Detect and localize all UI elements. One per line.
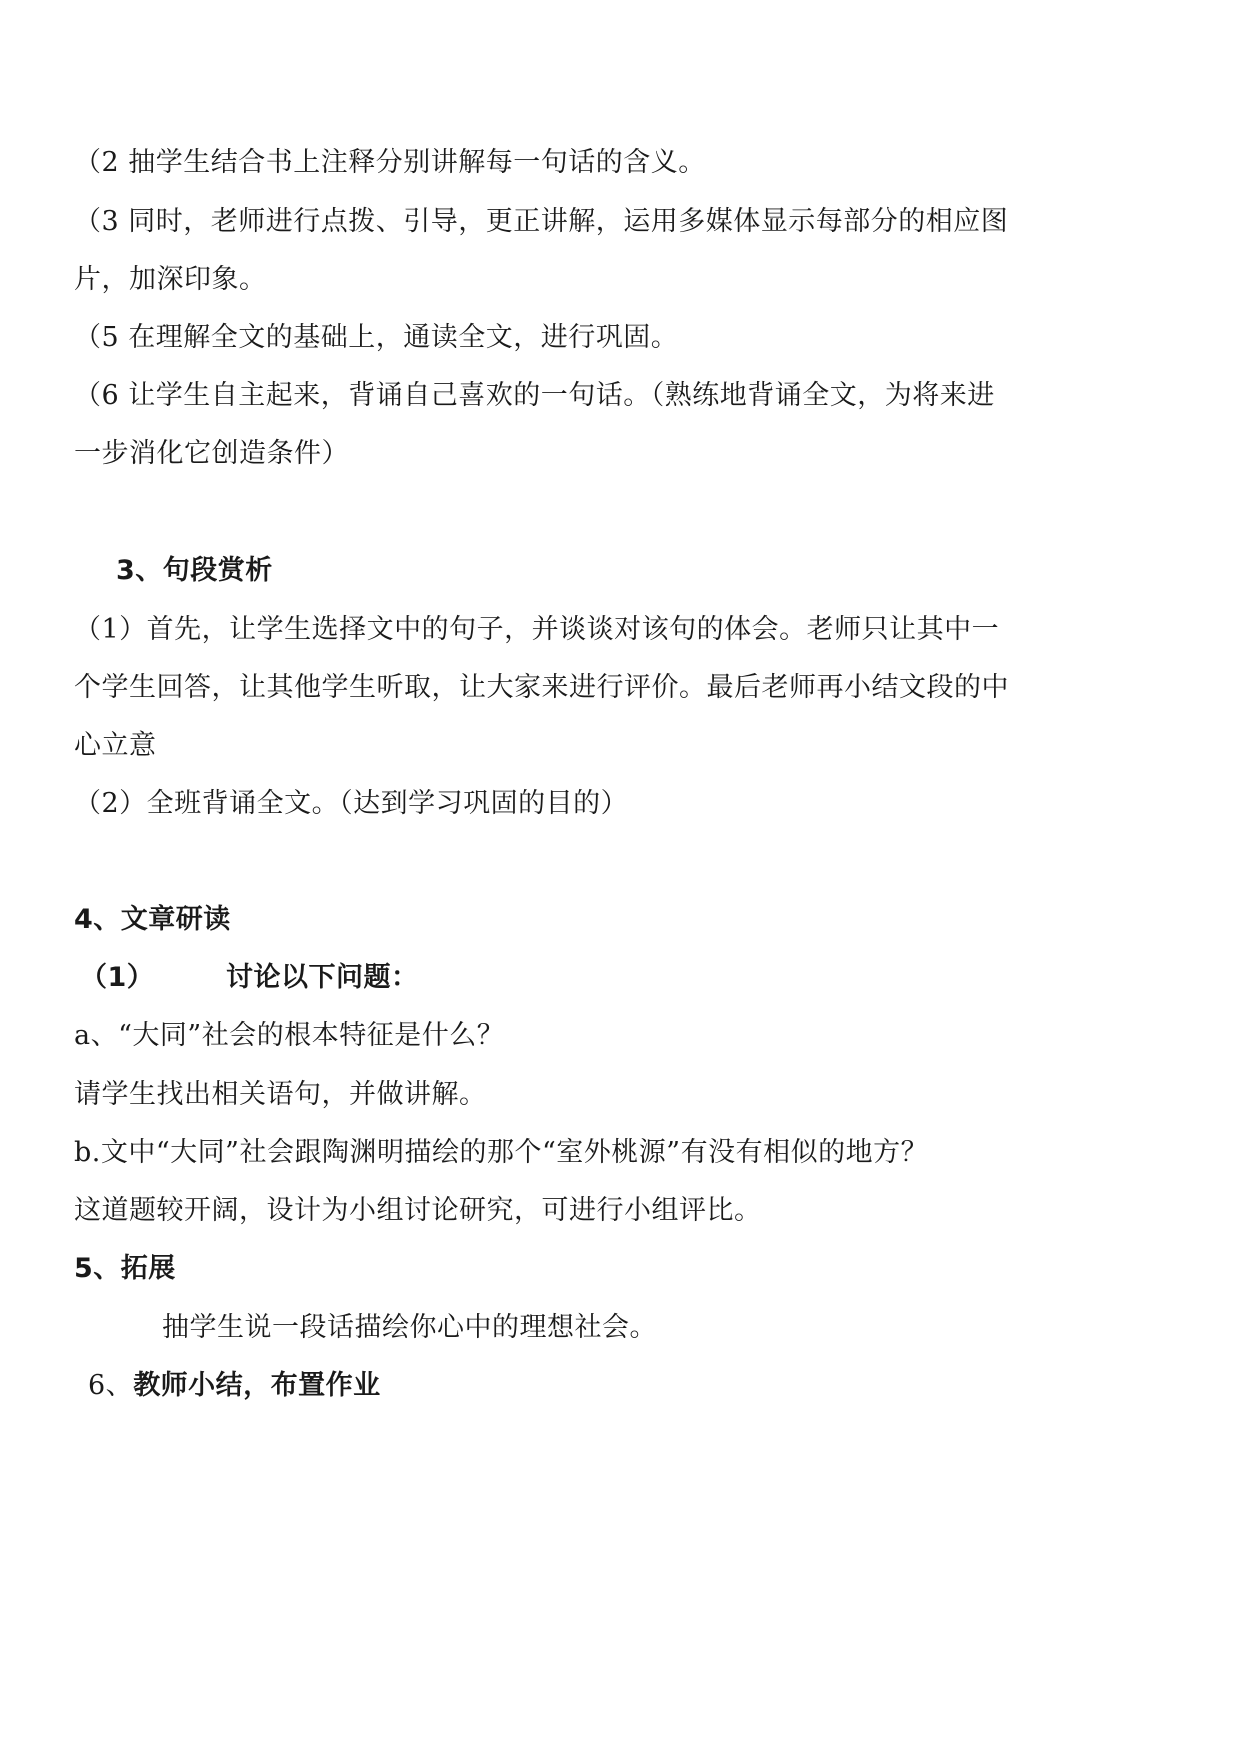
section-6-title: 教师小结，布置作业	[133, 1370, 381, 1401]
section-5-heading: 5、拓展	[74, 1253, 176, 1284]
section-6-heading	[88, 1369, 1088, 1403]
subheading-number: （1）	[80, 962, 155, 993]
question-b-note: 这道题较开阔，设计为小组讨论研究，可进行小组评比。	[74, 1195, 762, 1226]
section-6-number: 6、	[88, 1370, 134, 1401]
section-3-para-1-line-2: 个学生回答，让其他学生听取，让大家来进行评价。最后老师再小结文段的中	[74, 672, 1009, 703]
section-3-para-1-line-1: （1）首先，让学生选择文中的句子，并谈谈对该句的体会。老师只让其中一	[74, 614, 1000, 645]
question-b: b.文中“大同”社会跟陶渊明描绘的那个“室外桃源”有没有相似的地方？	[74, 1137, 929, 1168]
step-6-line-cont: 一步消化它创造条件）	[74, 438, 349, 469]
step-6-line: （6 让学生自主起来，背诵自己喜欢的一句话。（熟练地背诵全文，为将来进	[74, 380, 995, 411]
step-3-line-cont: 片，加深印象。	[74, 264, 267, 295]
step-2-line: （2 抽学生结合书上注释分别讲解每一句话的含义。	[74, 147, 706, 178]
section-3-para-2: （2）全班背诵全文。（达到学习巩固的目的）	[74, 788, 629, 819]
question-a: a、“大同”社会的根本特征是什么？	[74, 1020, 505, 1051]
step-3-line: （3 同时，老师进行点拨、引导，更正讲解，运用多媒体显示每部分的相应图	[74, 206, 1009, 237]
section-5-text: 抽学生说一段话描绘你心中的理想社会。	[162, 1312, 657, 1343]
subheading-text: 讨论以下问题：	[226, 962, 419, 993]
step-5-line: （5 在理解全文的基础上，通读全文，进行巩固。	[74, 322, 679, 353]
section-3-heading: 3、句段赏析	[116, 555, 273, 586]
section-3-para-1-line-3: 心立意	[74, 730, 157, 761]
section-4-heading: 4、文章研读	[74, 904, 231, 935]
question-a-note: 请学生找出相关语句，并做讲解。	[74, 1079, 487, 1110]
section-4-subheading	[80, 961, 1080, 995]
